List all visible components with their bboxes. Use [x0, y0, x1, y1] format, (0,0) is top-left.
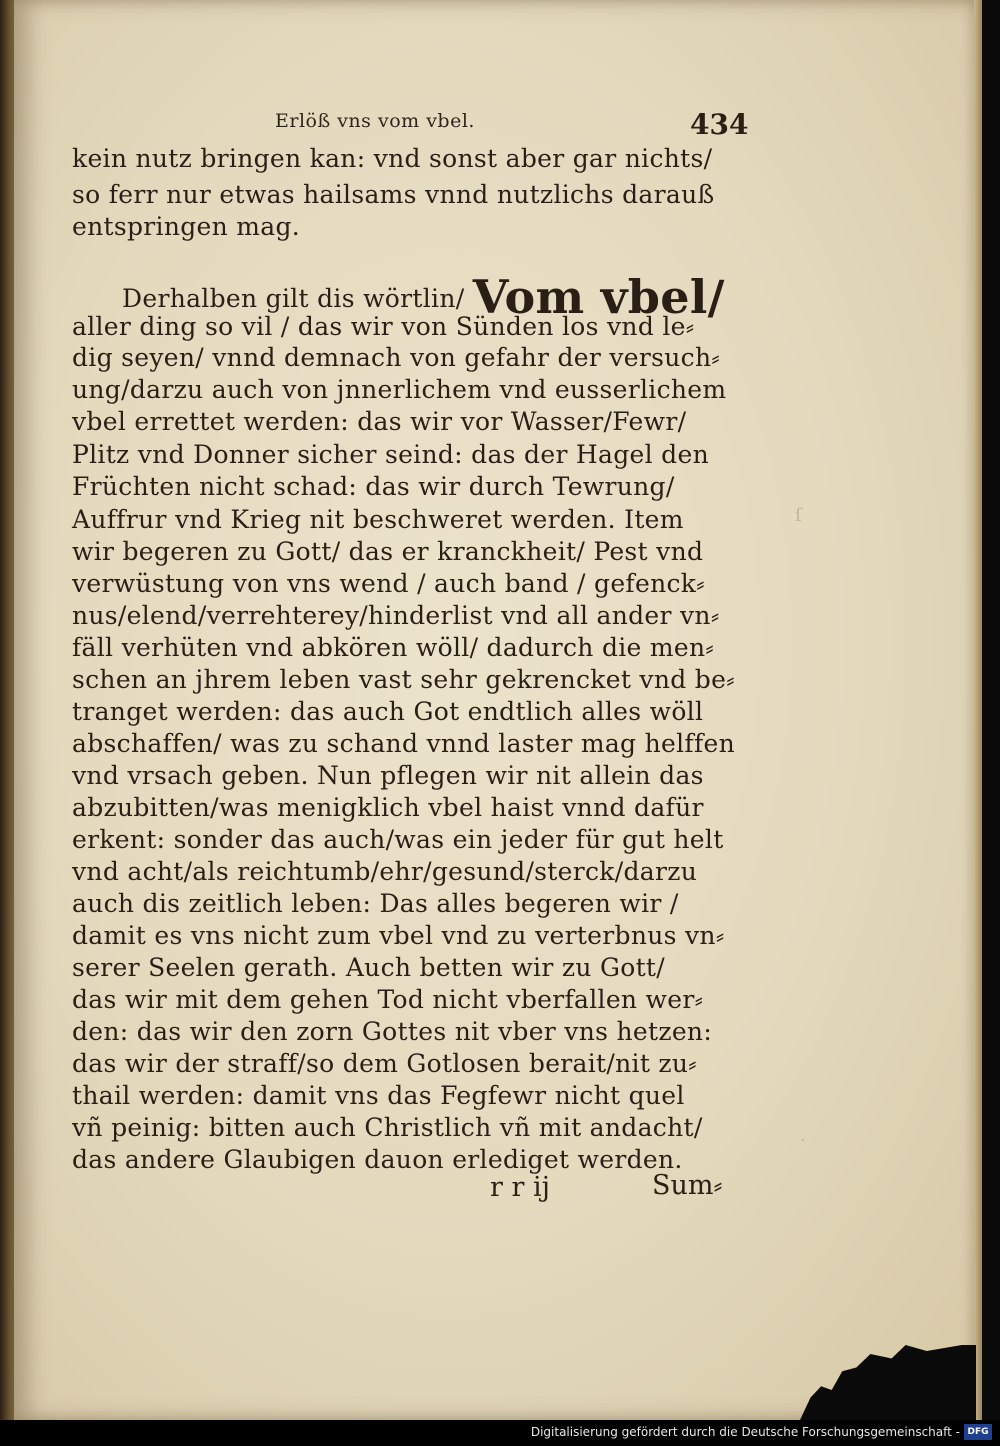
text-line: dig seyen/ vnnd demnach von gefahr der versuch⸗ [72, 343, 720, 372]
emphasis-word: Vom vbel/ [472, 270, 725, 324]
funding-credit: Digitalisierung gefördert durch die Deutsche Forschungsgemeinschaft - [530, 1425, 960, 1439]
text-line: vnd vrsach geben. Nun pflegen wir nit allein das [72, 761, 704, 790]
show-through-mark: ſ [795, 505, 802, 526]
text-line: abzubitten/was menigklich vbel haist vnnd dafür [72, 793, 704, 822]
text-line: den: das wir den zorn Gottes nit vber vns hetzen: [72, 1017, 713, 1046]
text-line: das wir der straff/so dem Gotlosen berait/nit zu⸗ [72, 1049, 697, 1078]
text-line: nus/elend/verrehterey/hinderlist vnd all ander vn⸗ [72, 601, 720, 630]
text-line: aller ding so vil / das wir von Sünden los vnd le⸗ [72, 312, 695, 341]
text-line: so ferr nur etwas hailsams vnnd nutzlichs darauß [72, 180, 715, 209]
text-line: damit es vns nicht zum vbel vnd zu verterbnus vn⸗ [72, 921, 725, 950]
text-line: auch dis zeitlich leben: Das alles begeren wir / [72, 889, 679, 918]
text-line: fäll verhüten vnd abkören wöll/ dadurch die men⸗ [72, 633, 715, 662]
text-line: serer Seelen gerath. Auch betten wir zu Gott/ [72, 953, 666, 982]
text-line: erkent: sonder das auch/was ein jeder für gut helt [72, 825, 724, 854]
page-edge [974, 0, 982, 1420]
text-line: wir begeren zu Gott/ das er kranckheit/ Pest vnd [72, 537, 704, 566]
text-line: Plitz vnd Donner sicher seind: das der Hagel den [72, 440, 709, 469]
text-line: Früchten nicht schad: das wir durch Tewrung/ [72, 472, 675, 501]
folio-number: 434 [690, 108, 749, 141]
text-line-emphasis [122, 270, 725, 324]
running-head: Erlöß vns vom vbel. [275, 110, 475, 132]
text-line: vnd acht/als reichtumb/ehr/gesund/sterck/darzu [72, 857, 698, 886]
text-line: ung/darzu auch von jnnerlichem vnd eusserlichem [72, 375, 727, 404]
text-line: vbel errettet werden: das wir vor Wasser/Fewr/ [72, 407, 687, 436]
signature-mark: r r ij [490, 1172, 550, 1203]
text-line: das wir mit dem gehen Tod nicht vberfallen wer⸗ [72, 985, 704, 1014]
text-line: tranget werden: das auch Got endtlich alles wöll [72, 697, 704, 726]
text-line: thail werden: damit vns das Fegfewr nicht quel [72, 1081, 685, 1110]
text-line: entspringen mag. [72, 212, 301, 241]
text-line-start: Derhalben gilt dis wörtlin/ [122, 284, 465, 313]
text-line: verwüstung von vns wend / auch band / gefenck⸗ [72, 569, 705, 598]
text-line: abschaffen/ was zu schand vnnd laster mag helffen [72, 729, 736, 758]
text-line: vñ peinig: bitten auch Christlich vñ mit andacht/ [72, 1113, 703, 1142]
text-line: schen an jhrem leben vast sehr gekrencket vnd be⸗ [72, 665, 735, 694]
text-line: Auffrur vnd Krieg nit beschweret werden. Item [72, 505, 684, 534]
text-line: kein nutz bringen kan: vnd sonst aber gar nichts/ [72, 144, 713, 173]
show-through-mark: · [800, 1130, 806, 1151]
catchword: Sum⸗ [652, 1170, 723, 1201]
text-line: das andere Glaubigen dauon erlediget werden. [72, 1145, 683, 1174]
footer-bar [0, 1420, 1000, 1446]
dfg-logo: DFG [964, 1424, 992, 1440]
